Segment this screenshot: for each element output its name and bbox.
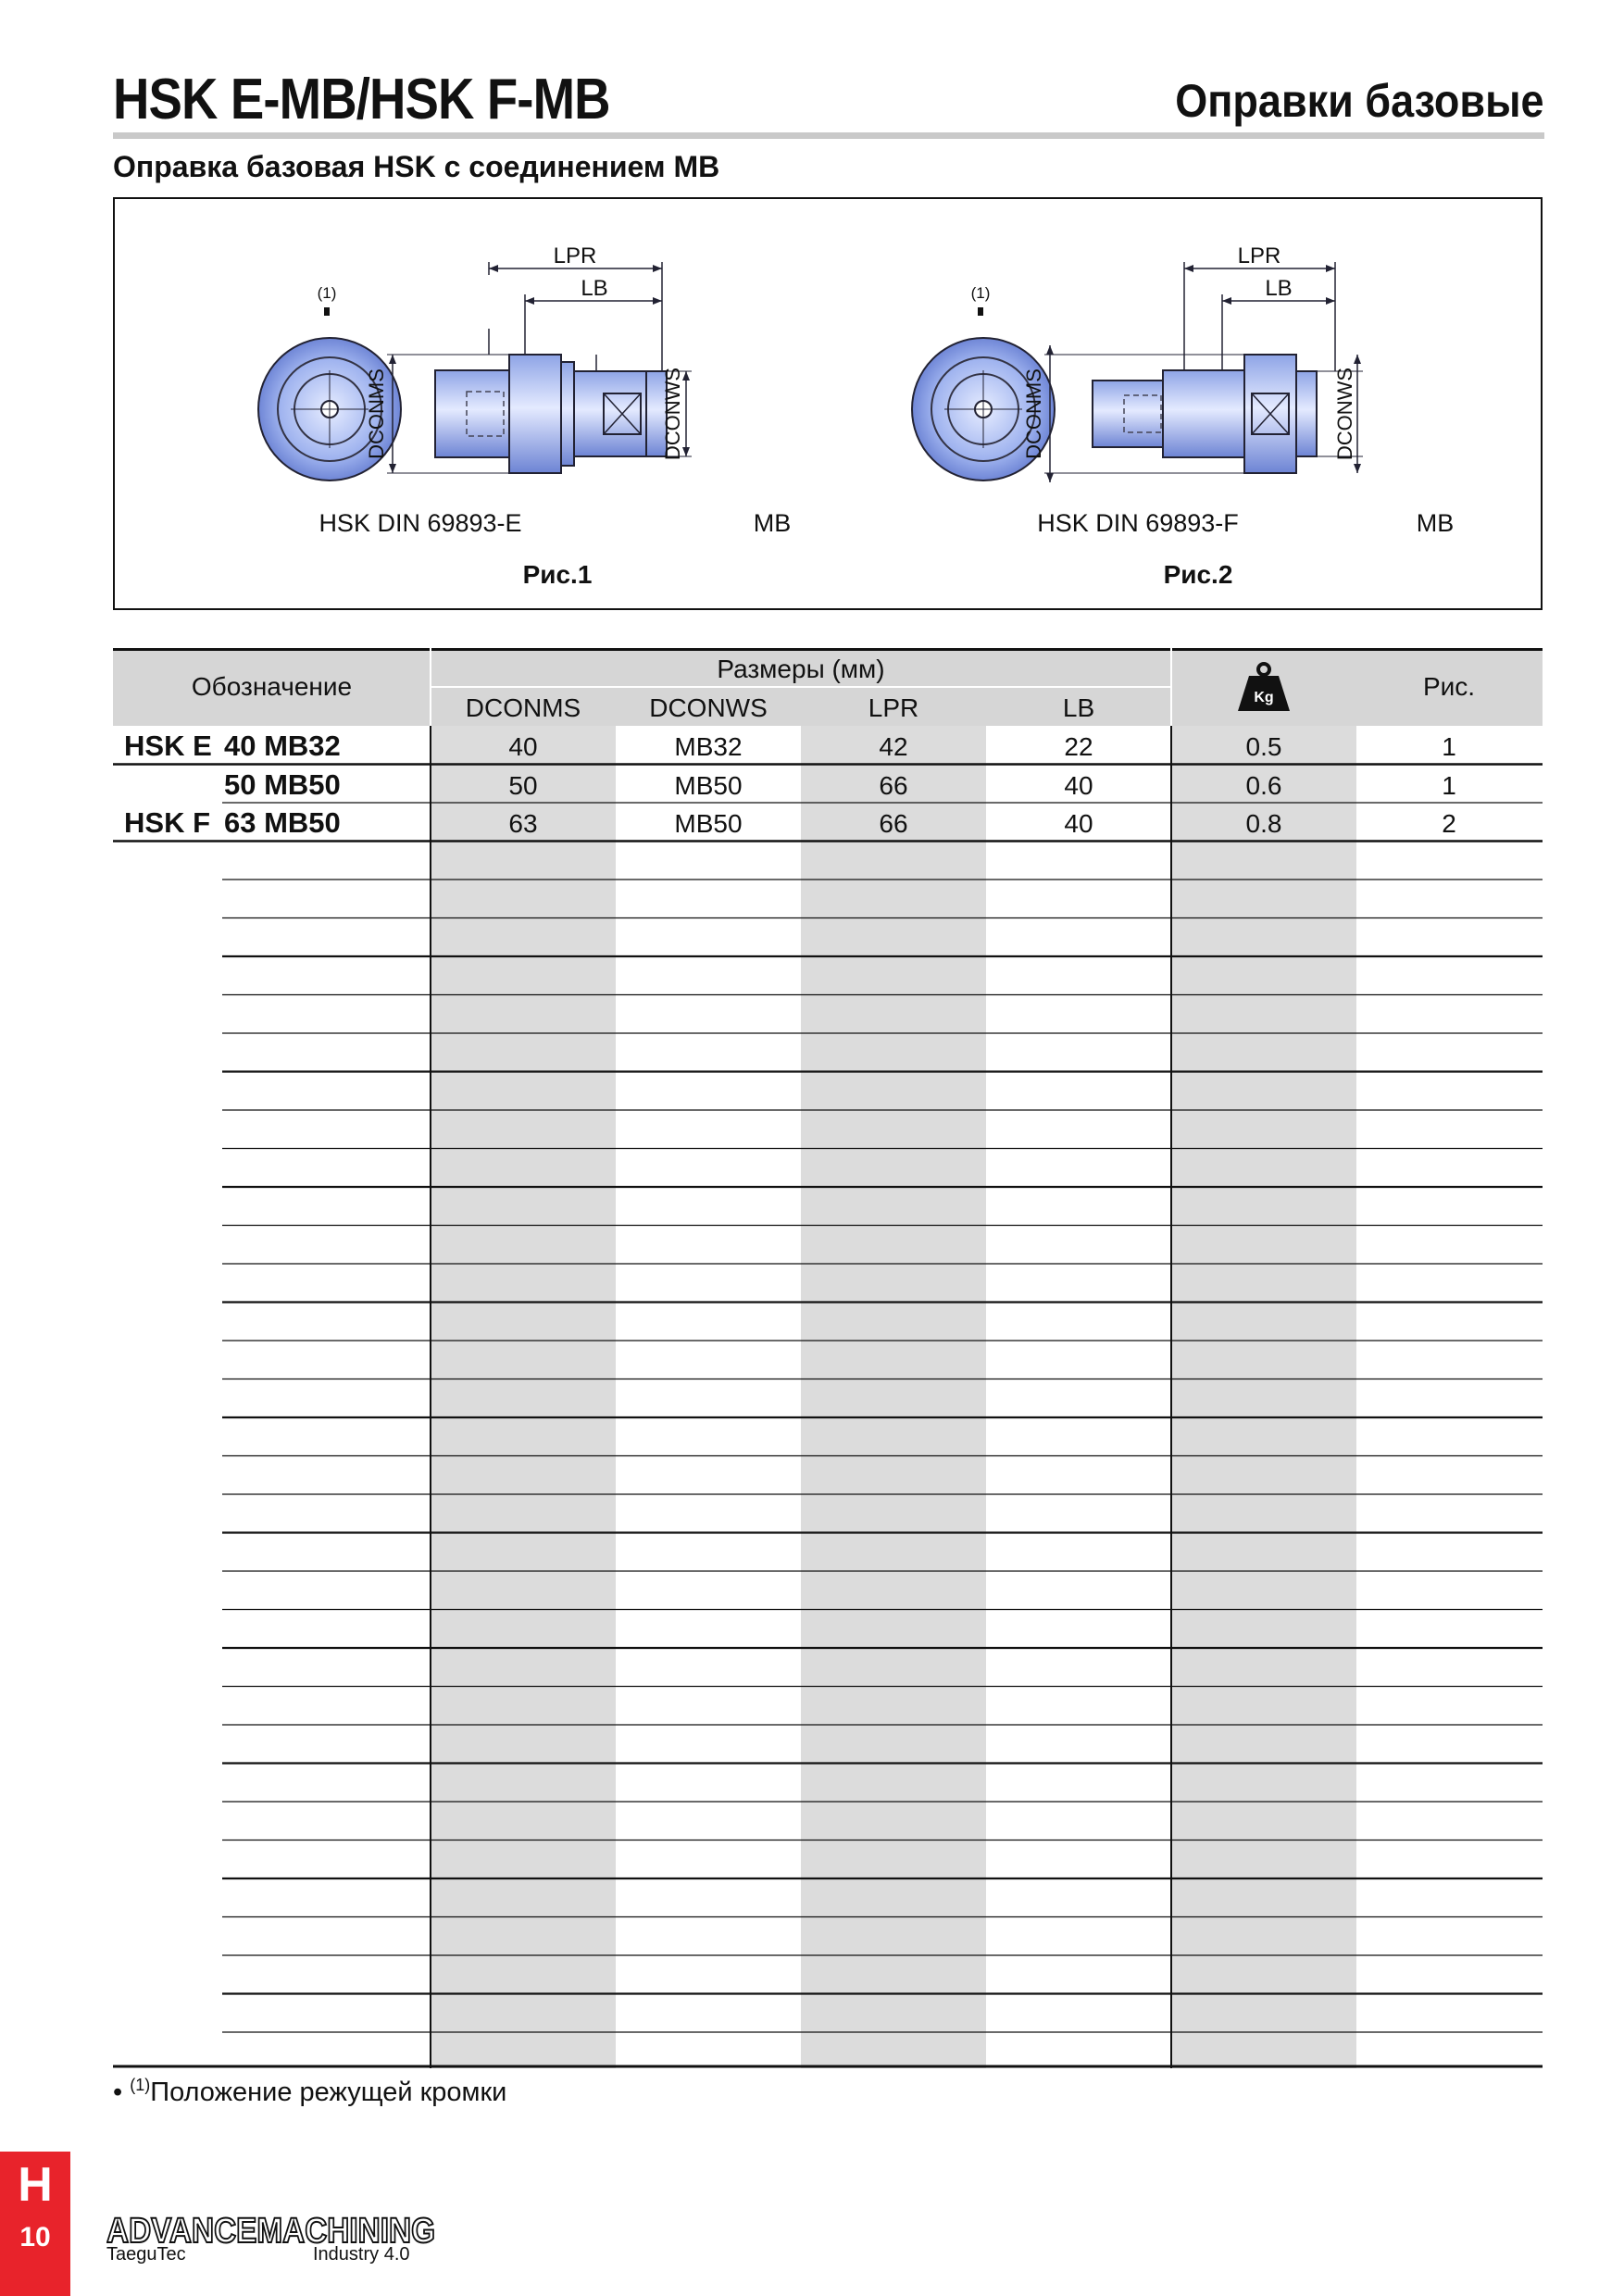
logo-sub-right: Industry 4.0 <box>313 2244 410 2265</box>
header-designation: Обозначение <box>191 672 353 701</box>
fig2-dconws-label: DCONWS <box>1333 367 1356 461</box>
fig2-dconms-label: DCONMS <box>1022 368 1045 459</box>
cell-lpr: 66 <box>879 809 908 838</box>
figure-box <box>113 197 1543 610</box>
fig2-left-label: HSK DIN 69893-F <box>1037 509 1239 537</box>
row-code: 63 MB50 <box>224 806 341 839</box>
cell-lb: 22 <box>1064 732 1093 761</box>
weight-kg-icon <box>1236 661 1292 715</box>
fig1-caption: Рис.1 <box>522 560 593 589</box>
cell-fig: 1 <box>1442 770 1456 800</box>
cell-fig: 1 <box>1442 732 1456 761</box>
fig1-dconws-label: DCONWS <box>661 367 684 461</box>
row-code: 40 MB32 <box>224 730 341 762</box>
footnote <box>113 2078 506 2108</box>
header-dconws: DCONWS <box>649 693 768 722</box>
drawings <box>115 199 1544 612</box>
cell-lpr: 42 <box>879 732 908 761</box>
cell-fig: 2 <box>1442 809 1456 838</box>
cell-dconws: MB32 <box>674 732 743 761</box>
cell-weight: 0.8 <box>1245 809 1282 838</box>
fig1-marker: (1) <box>317 284 337 302</box>
header-lpr: LPR <box>868 693 919 722</box>
fig1-lpr-label: LPR <box>553 243 597 268</box>
fig2-marker: (1) <box>970 284 991 302</box>
weight-icon-text: Kg <box>1254 690 1274 705</box>
cell-dconws: MB50 <box>674 770 743 800</box>
logo-sub-left: TaeguTec <box>106 2244 186 2265</box>
fig2-lpr-label: LPR <box>1237 243 1281 268</box>
cell-dconms: 63 <box>508 809 538 838</box>
fig1-dconms-label: DCONMS <box>365 368 388 459</box>
subtitle: Оправка базовая HSK с соединением МВ <box>113 150 720 183</box>
section-letter: H <box>18 2158 53 2212</box>
figure-1 <box>258 243 791 589</box>
header-fig: Рис. <box>1422 672 1476 701</box>
header-rule <box>113 132 1544 139</box>
side-view-1 <box>365 243 692 473</box>
side-view-2 <box>1022 243 1363 482</box>
cell-lb: 40 <box>1064 809 1093 838</box>
header-dimensions: Размеры (мм) <box>717 655 885 683</box>
page-title: HSK E-MB/HSK F-MB <box>113 68 610 131</box>
figure-2 <box>912 243 1454 589</box>
section-title: Оправки базовые <box>1175 75 1544 127</box>
fig2-lb-label: LB <box>1265 276 1293 301</box>
cell-weight: 0.6 <box>1245 770 1282 800</box>
header-dconms: DCONMS <box>465 693 581 722</box>
cell-weight: 0.5 <box>1245 732 1282 761</box>
cell-lpr: 66 <box>879 770 908 800</box>
footnote-marker: (1) <box>130 2076 151 2094</box>
cell-dconms: 40 <box>508 732 538 761</box>
fig1-left-label: HSK DIN 69893-E <box>319 509 522 537</box>
logo-text: ADVANCEMACHINING <box>106 2212 435 2248</box>
fig2-caption: Рис.2 <box>1163 560 1233 589</box>
row-code: 50 MB50 <box>224 767 341 801</box>
page-number: 10 <box>19 2222 51 2252</box>
row-group: HSK F <box>124 806 210 839</box>
cell-dconws: MB50 <box>674 809 743 838</box>
spec-table <box>113 648 1543 2068</box>
fig1-right-label: MB <box>753 509 792 537</box>
header-lb: LB <box>1062 693 1095 722</box>
table-grid <box>113 648 1543 2068</box>
footnote-text: Положение режущей кромки <box>150 2078 507 2107</box>
cell-dconms: 50 <box>508 770 538 800</box>
footnote-bullet: • <box>113 2078 123 2107</box>
fig1-lb-label: LB <box>581 276 608 301</box>
fig2-right-label: MB <box>1416 509 1455 537</box>
row-group: HSK E <box>124 730 212 762</box>
cell-lb: 40 <box>1064 770 1093 800</box>
